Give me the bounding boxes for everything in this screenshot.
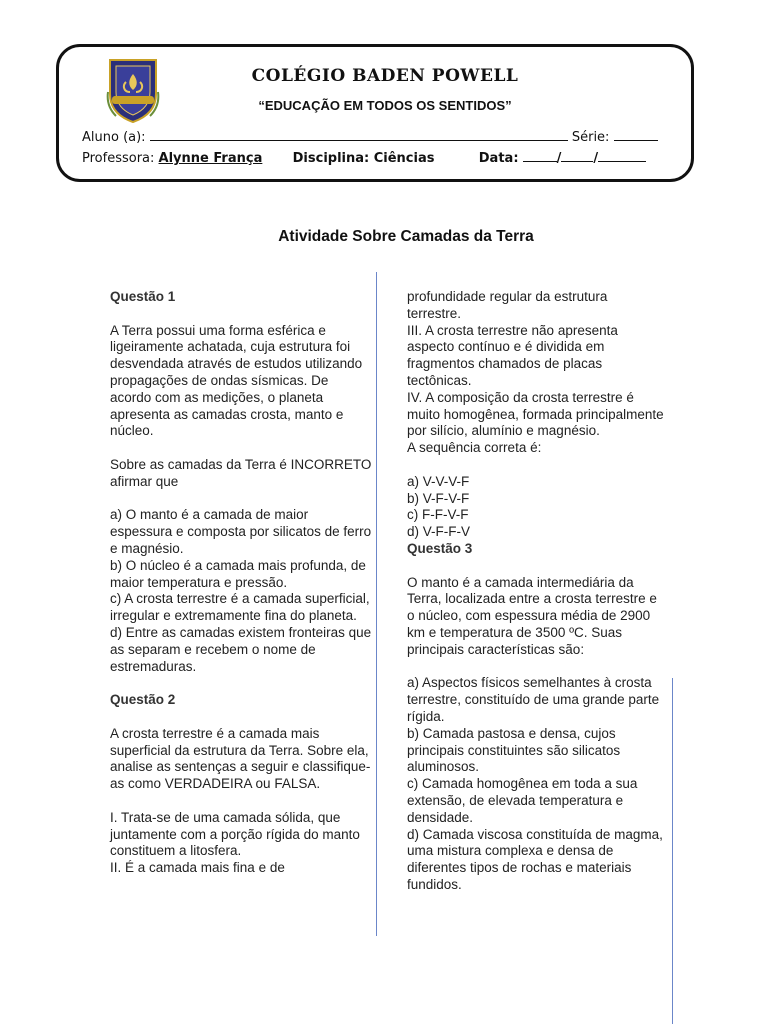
question-3-option-a: a) Aspectos físicos semelhantes à crosta terrestre, constituído de uma grande parte rígida. bbox=[407, 675, 660, 724]
question-2-option-a: a) V-V-V-F bbox=[407, 473, 470, 489]
question-3-option-d: d) Camada viscosa constituída de magma, uma mistura complexa e densa de diferentes tipos de rochas e materiais fundidos. bbox=[407, 826, 663, 892]
professora-label: Professora: bbox=[82, 151, 155, 166]
question-1-option-a: a) O manto é a camada de maior espessura e composta por silicatos de ferro e magnésio. bbox=[110, 507, 372, 556]
question-1-text: A Terra possui uma forma esférica e ligeiramente achatada, cuja estrutura foi desvendada através de estudos utilizando propagações de ondas sísmicas. De acordo com as medições, o planeta apresenta as camadas crosta, manto e núcleo. bbox=[110, 322, 363, 439]
page-title: Atividade Sobre Camadas da Terra bbox=[278, 228, 534, 245]
date-separator: / bbox=[556, 151, 562, 166]
question-3-heading: Questão 3 bbox=[407, 540, 473, 556]
question-3-text: O manto é a camada intermediária da Terra, localizada entre a crosta terrestre e o núcleo, com espessura média de 2900 km e temperatura de 3500 ºC. Suas principais características são: bbox=[407, 574, 657, 657]
question-2-statement-i: I. Trata-se de uma camada sólida, que juntamente com a porção rígida do manto constituem a litosfera. bbox=[110, 809, 360, 859]
school-name: COLÉGIO BADEN POWELL bbox=[251, 66, 519, 86]
serie-field[interactable] bbox=[614, 128, 658, 141]
student-row bbox=[82, 128, 658, 145]
date-year-field[interactable] bbox=[598, 149, 646, 162]
question-1-heading: Questão 1 bbox=[110, 289, 176, 304]
professora-name: Alynne França bbox=[158, 151, 263, 166]
date-day-field[interactable] bbox=[523, 149, 557, 162]
question-1-option-b: b) O núcleo é a camada mais profunda, de maior temperatura e pressão. bbox=[110, 557, 366, 590]
column-divider bbox=[376, 272, 377, 936]
right-column bbox=[407, 289, 665, 894]
aluno-label: Aluno (a): bbox=[82, 130, 146, 145]
question-2-option-b: b) V-F-V-F bbox=[407, 490, 470, 506]
question-3-option-b: b) Camada pastosa e densa, cujos principais constituintes são silicatos aluminosos. bbox=[407, 725, 621, 775]
question-3-option-c: c) Camada homogênea em toda a sua extensão, de elevada temperatura e densidade. bbox=[407, 776, 638, 825]
question-2-statement-iv: IV. A composição da crosta terrestre é muito homogênea, formada principalmente por silício, alumínio e magnésio. bbox=[407, 389, 664, 439]
question-2-statement-ii-start: II. É a camada mais fina e de bbox=[110, 860, 285, 876]
data-label: Data: bbox=[478, 151, 519, 166]
aluno-field[interactable] bbox=[150, 128, 568, 141]
school-crest-icon bbox=[106, 56, 160, 124]
date-month-field[interactable] bbox=[561, 149, 593, 162]
school-motto: “EDUCAÇÃO EM TODOS OS SENTIDOS” bbox=[258, 98, 512, 113]
question-2-prompt: A sequência correta é: bbox=[407, 440, 542, 456]
question-2-statement-iii: III. A crosta terrestre não apresenta aspecto contínuo e é dividida em fragmentos chamados de placas tectônicas. bbox=[407, 322, 618, 388]
column-divider bbox=[672, 678, 673, 1024]
date-separator: / bbox=[593, 151, 599, 166]
question-2-option-c: c) F-F-V-F bbox=[407, 507, 469, 523]
serie-label: Série: bbox=[571, 130, 610, 145]
question-2-statement-ii-end: profundidade regular da estrutura terrestre. bbox=[407, 289, 608, 321]
question-2-text: A crosta terrestre é a camada mais superficial da estrutura da Terra. Sobre ela, analise as sentenças a seguir e classifique-as como VERDADEIRA ou FALSA. bbox=[110, 725, 371, 792]
question-1-option-d: d) Entre as camadas existem fronteiras que as separam e recebem o nome de estremaduras. bbox=[110, 624, 372, 674]
question-2-option-d: d) V-F-F-V bbox=[407, 524, 470, 540]
question-1-prompt: Sobre as camadas da Terra é INCORRETO afirmar que bbox=[110, 456, 372, 489]
left-column bbox=[110, 289, 372, 877]
disciplina-label: Disciplina: Ciências bbox=[292, 151, 435, 166]
teacher-row bbox=[82, 149, 646, 166]
question-1-option-c: c) A crosta terrestre é a camada superficial, irregular e extremamente fina do planeta. bbox=[110, 591, 370, 624]
question-2-heading: Questão 2 bbox=[110, 692, 176, 708]
